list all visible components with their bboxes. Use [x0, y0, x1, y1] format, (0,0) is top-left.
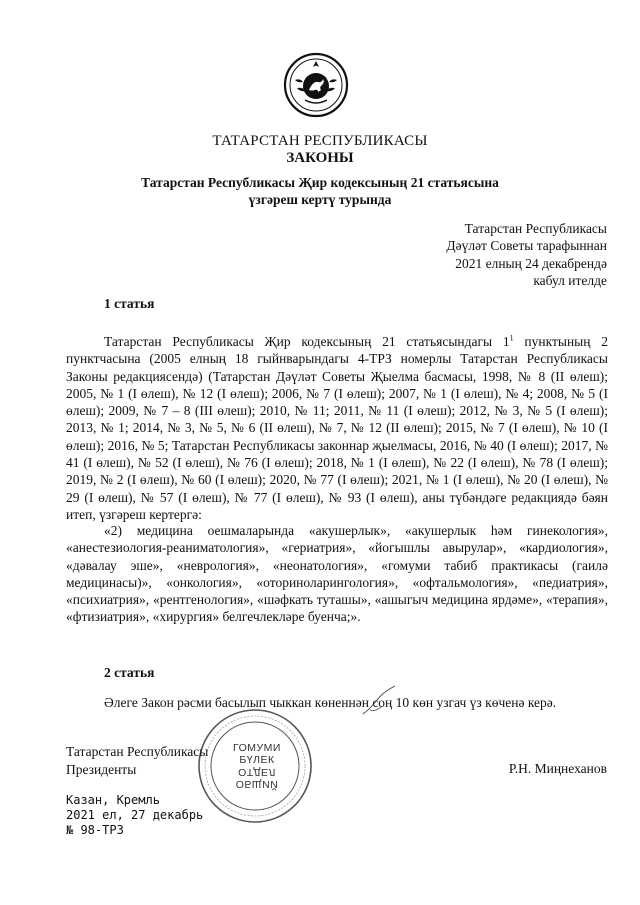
signatory-title-line: Президенты — [66, 762, 137, 777]
article-1-text-start: Татарстан Республикасы Җир кодексының 21 статьясындагы 1 — [104, 334, 510, 349]
adoption-line: Татарстан Республикасы — [464, 221, 607, 236]
stamp-text — [227, 742, 287, 790]
signatory-title — [66, 743, 208, 779]
adoption-line: 2021 елның 24 декабрендә — [455, 255, 607, 271]
law-title-line2: үзгәреш кертү турында — [248, 192, 392, 207]
signatory-title-line: Татарстан Республикасы — [66, 744, 209, 759]
republic-heading: ТАТАРСТАН РЕСПУБЛИКАСЫ — [212, 133, 428, 149]
article-1-text-rest: пунктының 2 пунктчасына (2005 елның 18 гыйнварындагы 4-ТРЗ номерлы Татарстан Республикасы Законы редакциясендә) (Татарстан Дәүләт Советы Җыелма басмасы, 1998, № 8 (II өлеш); 2005, № 1 (I өлеш), № 12 (I өлеш); 2006, № 7 (I өлеш); 2007, № 1 (I өлеш), № 4; 2008, № 5 (I өлеш); 2009, № 7 – 8 (III өлеш); 2010, № 11; 2011, № 11 (I өлеш); 2012, № 3, № 5 (I өлеш); 2013, № 1; 2014, № 3, № 5, № 6 (II өлеш), № 7, № 12 (II өлеш); 2015, № 7 (I өлеш), № 10 (I өлеш); 2016, № 5; Татарстан Республикасы законнар җыелмасы, 2016, № 40 (I өлеш); 2017, № 41 (I өлеш), № 52 (I өлеш), № 76 (I өлеш); 2018, № 1 (I өлеш), № 22 (I өлеш), № 78 (I өлеш); 2019, № 2 (I өлеш), № 60 (I өлеш); 2020, № 77 (I өлеш); 2021, № 1 (I өлеш), № 20 (I өлеш), № 29 (I өлеш), № 57 (I өлеш), № 77 (I өлеш), № 93 (I өлеш), аны түбәндәге редакциядә бәян итеп, үзгәреш кертергә: — [66, 334, 608, 522]
superscript: 1 — [509, 333, 514, 343]
article-1-heading: 1 статья — [104, 296, 155, 311]
coat-of-arms-emblem — [283, 52, 349, 118]
article-2-paragraph: Әлеге Закон рәсми басылып чыккан көненнән соң 10 көн узгач үз көченә керә. — [104, 695, 557, 710]
place-date-number — [66, 793, 203, 838]
adoption-line: кабул ителде — [533, 273, 607, 289]
law-number: № 98-ТРЗ — [66, 823, 124, 837]
stamp-line: ГОМУМИ — [233, 742, 281, 754]
law-title-line1: Татарстан Республикасы Җир кодексының 21 статьясына — [141, 175, 499, 190]
date-line: 2021 ел, 27 декабрь — [66, 808, 204, 822]
place-line: Казан, Кремль — [66, 793, 160, 807]
adoption-line: Дәүләт Советы тарафыннан — [446, 238, 607, 254]
article-2-heading: 2 статья — [104, 665, 155, 680]
signatory-name: Р.Н. Миңнеханов — [508, 761, 607, 776]
article-1-paragraph-1 — [66, 333, 608, 523]
signature-scribble-icon — [360, 684, 400, 718]
stamp-line-mirrored: ОТДЕЛ — [238, 766, 276, 778]
article-1-paragraph-2: «2) медицина оешмаларында «акушерлык», «акушерлык һәм гинекология», «анестезиология-реаниматология», «гериатрия», «йогышлы авырулар», «кардиология», «дәвалау эше», «неврология», «неонатология», «гомуми табиб практикасы (гаилә медицинасы)», «онкология», «оториноларингология», «офтальмология», «педиатрия», «психиатрия», «рентгенология», «шәфкать туташы», «ашыгыч медицина ярдәме», «терапия», «фтизиатрия», «хирургия» белгечлекләре буенча;». — [66, 523, 608, 625]
adoption-note — [446, 220, 607, 290]
stamp-line: БҮЛЕК — [239, 754, 275, 766]
law-heading: ЗАКОНЫ — [286, 150, 354, 166]
stamp-line-mirrored: ОБЩИЙ — [235, 778, 279, 790]
